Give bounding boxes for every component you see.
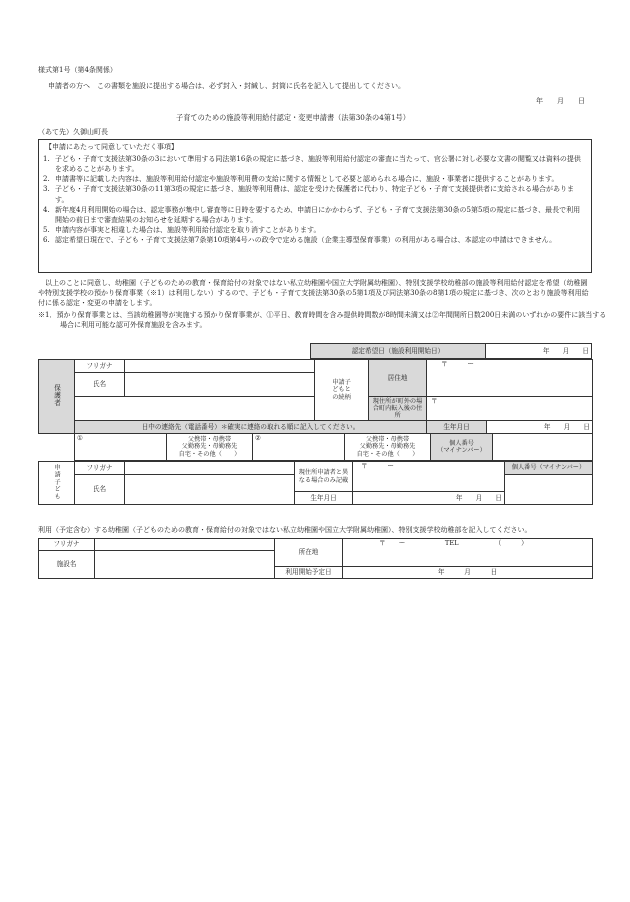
body-paragraph: 以上のことに同意し、幼稚園（子どものための教育・保育給付の対象ではない私立幼稚園や国立大学附属幼稚園）、特別支援学校幼稚部の施設等利用給付認定を希望（幼稚園や特別支援学校の預かり保育事業（※1）は利用しない）するので、子ども・子育て支援法第30条の5第1項及び同法第30条の8第1項の規定に基づき、次のとおり施設等利用給付に係る認定・変更の申請をします。 — [38, 279, 589, 308]
child-address-label: 現住所申請者と異なる場合のみ記載 — [295, 462, 353, 492]
guardian-table — [38, 359, 593, 434]
guardian-furigana-input[interactable] — [125, 360, 315, 373]
consent-item — [43, 205, 585, 225]
consent-item — [43, 154, 585, 174]
phone-2-type-line1: 父携帯・母携帯 — [365, 436, 410, 444]
guardian-birthdate-label: 生年月日 — [427, 421, 487, 434]
phone-1-type[interactable] — [167, 434, 253, 461]
desired-date-label: 認定希望日（施設利用開始日） — [311, 344, 486, 359]
relation-label-text: 申請子どもとの続柄 — [332, 379, 351, 401]
consent-list — [43, 154, 585, 245]
facility-location-input[interactable]: 〒 ー TEL （ ） — [343, 539, 593, 567]
mynumber-line2: （マイナンバー） — [437, 447, 486, 454]
consent-item-text: 子ども・子育て支援法第30条の3において準用する同法第16条の規定に基づき、施設等利用給付認定の審査に当たって、官公署に対し必要な文書の閲覧又は資料の提供を求めることがあります。 — [55, 155, 581, 174]
child-label: 申請子ども — [53, 463, 61, 500]
facility-furigana-label: フリガナ — [39, 539, 95, 551]
addressee: （あて先）久御山町長 — [38, 128, 108, 136]
consent-item-text: 新年度4月利用開始の場合は、認定事務が集中し審査等に日時を要するため、申請日にかかわらず、子ども・子育て支援法第30条の5第5項の規定に基づき、最長で利用開始の前日まで審査結果のお知らせを延期する場合があります。 — [55, 205, 581, 224]
guardian-name-label: 氏名 — [75, 373, 125, 397]
consent-item-number: 1. — [43, 155, 50, 163]
footnote: ※1．預かり保育事業とは、当該幼稚園等が実施する預かり保育事業が、①平日、教育時間を含み提供時間数が8時間未満又は②年間開所日数200日未満のいずれかの要件に該当する場合に利用可能な認可外保育施設を含みます。 — [38, 311, 607, 330]
residence-label: 居住地 — [369, 360, 427, 397]
start-date-label: 利用開始予定日 — [275, 567, 343, 579]
desired-date-field[interactable]: 年 月 日 — [486, 344, 592, 359]
child-address-input[interactable]: 〒 ー — [353, 462, 505, 492]
other-town-input[interactable]: 〒 — [427, 397, 593, 421]
consent-item-text: 認定希望日現在で、子ども・子育て支援法第7条第10項第4号ハの政令で定める施設（企業主導型保育事業）の利用がある場合は、本認定の申請はできません。 — [55, 236, 557, 245]
consent-item-text: 申請書等に記載した内容は、施設等利用給付認定や施設等利用費の支給に関する情報として必要と認められる場合に、施設・事業者に提供することがあります。 — [55, 175, 559, 184]
facility-name-input[interactable] — [95, 551, 275, 579]
phone-2-type-line2: 父勤務先・母勤務先 — [359, 443, 416, 451]
child-furigana-input[interactable] — [125, 462, 295, 475]
phone-1[interactable]: ① — [75, 434, 167, 461]
consent-item — [43, 174, 585, 184]
form-number: 様式第1号（第4条関係） — [38, 66, 117, 74]
consent-item-number: 4. — [43, 205, 50, 214]
contact-label: 日中の連絡先（電話番号）＊確実に連絡の取れる順に記入してください。 — [75, 421, 427, 434]
child-mynumber-label: 個人番号（マイナンバー） — [505, 462, 593, 475]
child-birthdate-input[interactable]: 年 月 日 — [353, 492, 505, 505]
phone-1-type-line1: 父携帯・母携帯 — [187, 436, 232, 444]
consent-box — [38, 139, 592, 273]
consent-item — [43, 235, 585, 245]
child-name-label: 氏名 — [75, 475, 125, 505]
phone-2-type-line3: 自宅・その他（ ） — [356, 450, 419, 458]
guardian-mynumber-input[interactable] — [493, 434, 593, 461]
phone-1-type-line2: 父勤務先・母勤務先 — [181, 443, 238, 451]
facility-instruction: 利用（予定含む）する幼稚園（子どものための教育・保育給付の対象ではない私立幼稚園や国立大学附属幼稚園）、特別支援学校幼稚部を記入してください。 — [38, 526, 532, 534]
facility-table — [38, 538, 593, 579]
child-table — [38, 461, 593, 505]
phone-1-type-line3: 自宅・その他（ ） — [178, 450, 241, 458]
facility-location-label: 所在地 — [275, 539, 343, 567]
guardian-label-cell — [39, 360, 75, 434]
consent-item-text: 子ども・子育て支援法第30条の11第3項の規定に基づき、施設等利用費は、認定を受けた保護者に代わり、特定子ども・子育て支援提供者に支給される場合があります。 — [55, 185, 574, 204]
document-title: 子育てのための施設等利用給付認定・変更申請書（法第30条の4第1号） — [176, 113, 410, 122]
guardian-name-extra[interactable] — [75, 397, 315, 421]
consent-item-text: 申請内容が事実と相違した場合は、施設等利用給付認定を取り消すことがあります。 — [55, 225, 321, 234]
child-label-cell — [39, 462, 75, 505]
consent-item-number: 3. — [43, 185, 50, 194]
child-birthdate-label: 生年月日 — [295, 492, 353, 505]
consent-item-number: 6. — [43, 236, 50, 245]
child-furigana-label: フリガナ — [75, 462, 125, 475]
child-name-input[interactable] — [125, 475, 295, 505]
guardian-mynumber-label — [431, 434, 493, 461]
facility-name-label: 施設名 — [39, 551, 95, 579]
child-mynumber-input[interactable] — [505, 475, 593, 505]
mynumber-line1: 個人番号 — [449, 439, 474, 447]
consent-item-number: 2. — [43, 175, 50, 184]
consent-item — [43, 225, 585, 235]
residence-input[interactable]: 〒 ー — [427, 360, 593, 397]
applicant-note: 申請者の方へ この書類を施設に提出する場合は、必ず封入・封緘し、封筒に氏名を記入して提出してください。 — [48, 82, 405, 90]
facility-furigana-input[interactable] — [95, 539, 275, 551]
other-town-label: 現住所が町外の場合町内転入後の住所 — [369, 397, 427, 421]
consent-item — [43, 184, 585, 204]
guardian-furigana-label: フリガナ — [75, 360, 125, 373]
consent-heading: 【申請にあたって同意していただく事項】 — [45, 143, 178, 151]
guardian-birthdate-input[interactable]: 年 月 日 — [487, 421, 593, 434]
guardian-name-input[interactable] — [125, 373, 315, 397]
relation-label — [315, 360, 369, 421]
desired-date-table — [310, 343, 592, 359]
phone-2[interactable]: ② — [253, 434, 345, 461]
submission-date: 年 月 日 — [536, 97, 585, 105]
guardian-label: 保護者 — [52, 383, 61, 407]
contact-table — [74, 433, 593, 461]
phone-2-type[interactable] — [345, 434, 431, 461]
start-date-input[interactable]: 年 月 日 — [343, 567, 593, 579]
consent-item-number: 5. — [43, 225, 50, 234]
